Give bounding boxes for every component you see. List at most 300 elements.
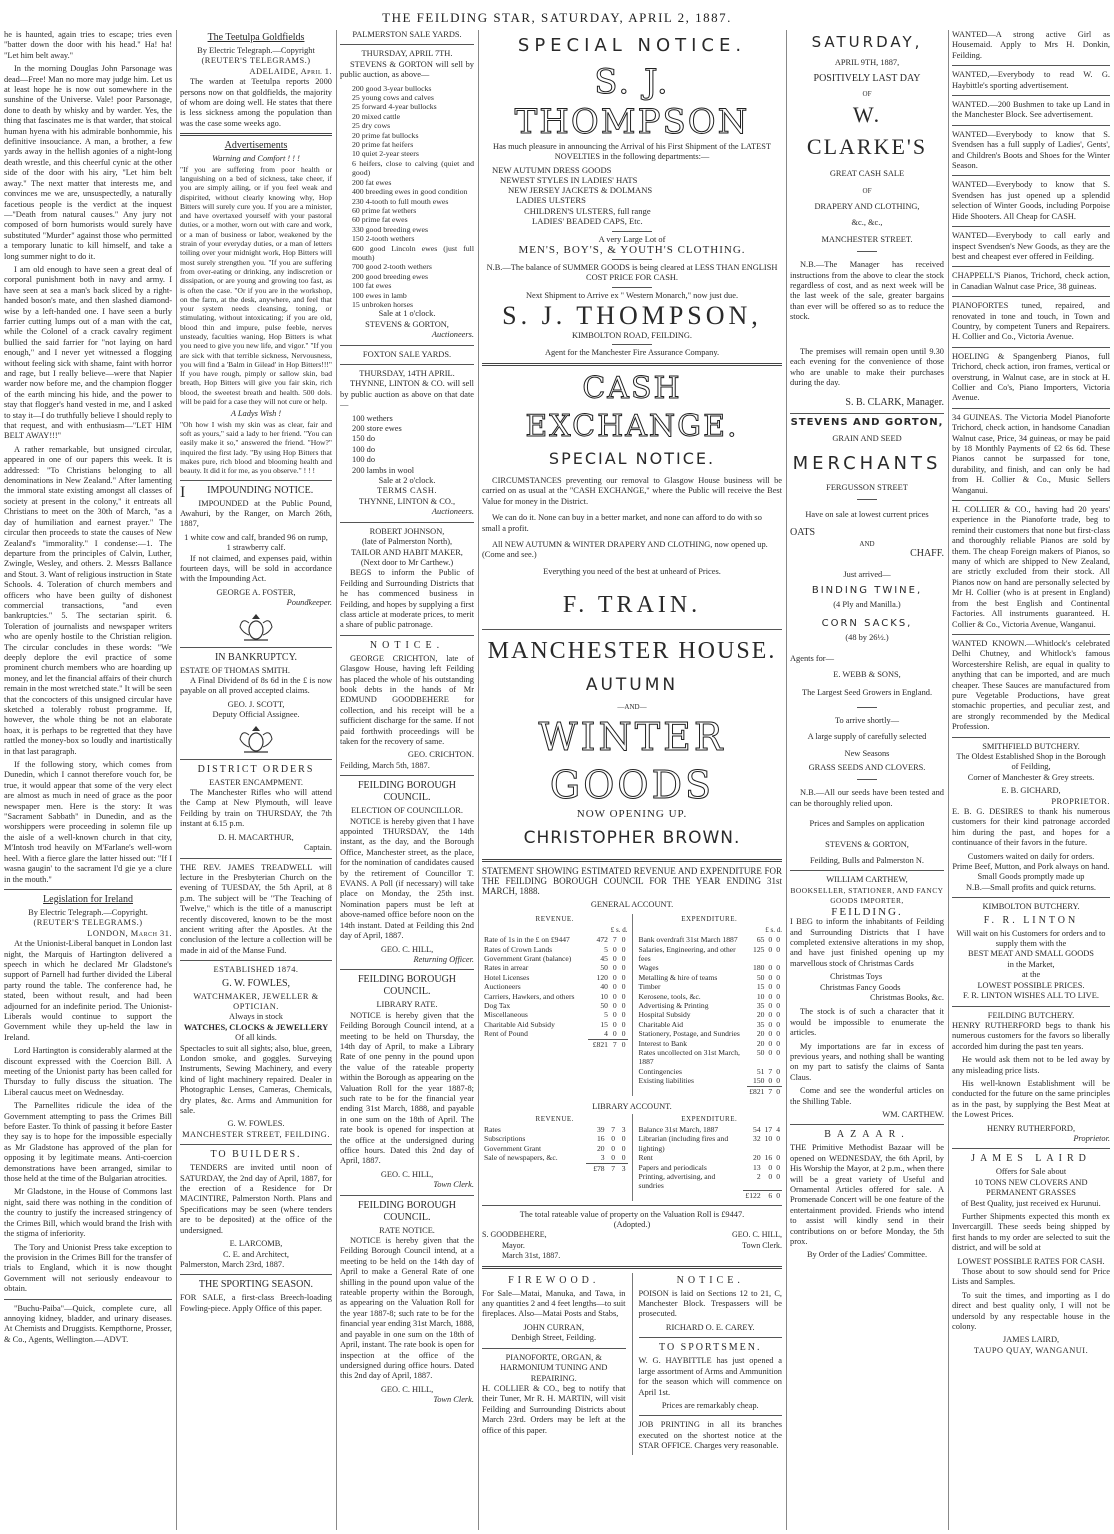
account-row (637, 935, 783, 944)
notice-body: POISON is laid on Sections 12 to 21, C, Manchester Block. Trespassers will be prosecuted. (638, 1288, 782, 1319)
divider (612, 231, 652, 232)
advert-line: GREAT CASH SALE (829, 169, 905, 179)
notice-heading: FEILDING BOROUGH COUNCIL. (357, 780, 457, 804)
account-amount: 150 (753, 1076, 765, 1086)
notice-heading: TO BUILDERS. (210, 1149, 302, 1161)
signature-role: Auctioneers. (431, 507, 474, 517)
classified-ad: CHAPPELL'S Pianos, Trichord, check action, in Canadian Walnut case Price, 38 guineas. (952, 271, 1110, 291)
advert-body: To suit the times, and importing as I do direct and best quality only, I will not be undersold by any respectable house in the colony. (952, 1290, 1110, 1332)
article-heading: Legislation for Ireland (43, 893, 133, 905)
signature-role: Returning Officer. (413, 954, 474, 964)
account-amount: 0 (776, 1001, 780, 1010)
list-item: Christmas Fancy Goods (820, 982, 901, 992)
notice-heading: NOTICE. (676, 1274, 744, 1286)
advert-line: POSITIVELY LAST DAY (813, 73, 921, 85)
divider (952, 296, 1110, 297)
account-row (482, 954, 628, 963)
account-amount: 0 (621, 1010, 626, 1020)
advert-line: N.B.—The balance of SUMMER GOODS is being cleared at LESS THAN ENGLISH COST PRICE FOR CASH. (486, 262, 778, 283)
advert-line: WATCHES, CLOCKS & JEWELLERY (183, 1022, 329, 1032)
advert-body: Come and see the wonderful articles on the Shilling Table. (790, 1086, 944, 1106)
notice-body: NOTICE is hereby given that the Feilding Borough Council intend, at a meeting to be held on the 14th day of April to make a General Rate of one shilling in the pound upon value of the rateable property within the Borough, as appearing on the Valuation Roll for the year 1887-8; such rate to be for the financial year ending 31st March, 1888, and payable in one sum on the 18th of April, instant. The rate book is open for inspection at the office of the undersigned during office hours. Dated this 2nd day of April, 1887. (340, 1236, 474, 1381)
signature-role: Captain. (303, 843, 332, 853)
account-total: 3 (617, 1163, 627, 1173)
account-amount: 17 (764, 1124, 773, 1134)
account-amount: 50 (600, 963, 608, 973)
divider (790, 1124, 944, 1125)
advert-line: FEILDING. (831, 905, 903, 918)
account-amount: 0 (768, 1010, 773, 1020)
advert-line: GRASS SEEDS AND CLOVERS. (808, 763, 926, 773)
notice-body: For Sale—Matai, Manuka, and Tawa, in any quantities 2 and 4 feet lengths—to suit fireplaces. Also—Matai Posts and Stabs, (482, 1288, 626, 1319)
statement-note: The total rateable value of property on the Valuation Roll is £9447. (519, 1209, 745, 1219)
notice-subheading: ESTATE OF THOMAS SMITH. (180, 665, 290, 675)
account-amount: 39 (597, 1124, 605, 1134)
advert-subheading: BOOKSELLER, STATIONER, AND FANCY GOODS IMPORTER, (790, 885, 944, 906)
signature: GEO. C. HILL, (380, 1169, 434, 1179)
masthead: THE FEILDING STAR, SATURDAY, APRIL 2, 1887. (382, 10, 732, 25)
advert-heading: AUTUMN (585, 675, 679, 696)
stock-list-item: 700 good 2-tooth wethers (352, 262, 432, 272)
notice-body: The Manchester Rifles who will attend the Camp at New Plymouth, will leave Feilding by train on THURSDAY, the 7th instant at 6.15 p.m. (180, 788, 332, 829)
stock-list-item: 200 lambs in wool (352, 465, 415, 475)
stock-list-item: 150 2-tooth wethers (352, 234, 415, 244)
account-amount: 0 (776, 1171, 780, 1181)
classified-ad: 34 GUINEAS. The Victoria Model Pianoforte Trichord, check action, in handsome Canadian Walnut case, Price, 34 guineas, or may be paid by 18 Monthly Payments of £2 6s 6d. These Pianos cannot be surpassed for tone, durability, and finish, and can only be had from H. Collier & Co., Music Sellers Wanganui. (952, 412, 1110, 495)
account-item: Existing liabilities (638, 1076, 694, 1086)
account-amount: 0 (621, 944, 626, 954)
signature-role: Poundkeeper. (286, 598, 332, 608)
stock-list-item: 200 store ewes (352, 424, 402, 434)
account-amount: 0 (612, 1010, 617, 1020)
classified-ad: H. COLLIER & CO., having had 20 years' experience in the Pianoforte trade, beg to remind their customers that none but first-class and thoroughly reliable Pianos are sold by them. The cheap Foreign makers of Pianos, so many of which are shipped to New Zealand, are strictly excluded from their stock. All Pianos now on hand are personally selected by Mr H. Collier (who is at present in England) from the best English and Continental Factories. All instruments guaranteed. H. Collier & Co., Victoria Avenue, Wanganui. (952, 505, 1110, 629)
account-amount: 0 (776, 1010, 780, 1020)
divider (482, 859, 782, 862)
advert-title: F. TRAIN. (562, 592, 702, 619)
advert-line: in the Market, (1007, 959, 1055, 969)
divider (180, 133, 332, 136)
stock-list-item: 100 wethers (352, 413, 393, 423)
small-ads (482, 1273, 782, 1455)
classified-ad: WANTED—A strong active Girl as Housemaid. Apply to Mrs H. Donkin, Feilding. (952, 30, 1110, 60)
account-row (637, 1134, 783, 1153)
advert-title: MANCHESTER HOUSE. (487, 638, 777, 665)
advert-body: All NEW AUTUMN & WINTER DRAPERY AND CLOTHING, now opened up. (Come and see.) (482, 539, 768, 560)
account-amount: 0 (621, 982, 626, 992)
account-item (482, 1039, 588, 1049)
account-row (482, 935, 628, 944)
account-row (637, 963, 783, 972)
column-2 (180, 30, 332, 1530)
advert-line: A large supply of carefully selected (807, 732, 927, 742)
stock-list-item: 100 do (352, 455, 376, 465)
account-row (482, 973, 628, 982)
advert-title: MERCHANTS (792, 452, 942, 474)
account-amount: 0 (611, 1143, 616, 1153)
account-row (637, 1067, 783, 1076)
account-row (637, 982, 783, 991)
account-total: 0 (619, 1039, 628, 1049)
advert-line: (4 Ply and Manilla.) (833, 600, 901, 610)
heading-text: IMPOUNDING NOTICE. (207, 484, 314, 496)
account-total: 7 (610, 1039, 619, 1049)
stock-list-item: 200 good breeding ewes (352, 271, 429, 281)
notice-body: NOTICE is hereby given that the Feilding Borough Council intend, at a meeting to be held on Thursday, the 14th day of April, to make a Library Rate of one penny in the pound upon the value of the rateable property within the Borough as appearing on the Valuation Roll for the year 1887-8; such rate to be for the financial year ending 31st March, 1888, and payable in one sum on the 18th of April. The rate book is opened for inspection at the office at the undersigned during office hours. Dated this 2nd day of April, 1887. (340, 1010, 474, 1166)
column-rule (176, 30, 177, 1530)
account-amount: 0 (768, 991, 773, 1001)
account-amount: 0 (776, 1134, 780, 1144)
advert-subheading: (late of Palmerston North), (361, 537, 453, 547)
advert-title: S. J. THOMPSON (514, 62, 750, 142)
divider (482, 363, 782, 366)
divider (340, 522, 474, 523)
divider (952, 266, 1110, 267)
advert-line: Prices are remarkably cheap. (661, 1400, 759, 1410)
advert-line: Of all kinds. (235, 1033, 277, 1043)
account-amount: 0 (621, 1029, 626, 1039)
account-total-row (637, 1086, 783, 1096)
account-row (482, 945, 628, 954)
signature: By Order of the Ladies' Committee. (806, 1250, 928, 1260)
advert-line: —AND— (617, 703, 647, 712)
table-title: GENERAL ACCOUNT. (590, 899, 674, 909)
account-row (637, 1010, 783, 1019)
signature-role: Town Clerk. (433, 1180, 474, 1190)
stock-list-item: 200 fat ewes (352, 177, 392, 187)
advert-heading: SPECIAL NOTICE. (548, 448, 716, 468)
column-6 (952, 30, 1110, 1530)
statement-signatures (482, 1230, 782, 1261)
account-amount: 0 (611, 1153, 616, 1163)
divider (952, 408, 1110, 409)
advert-title: SATURDAY, (811, 33, 923, 51)
account-amount: 0 (776, 1048, 780, 1058)
classified-ad: WANTED KNOWN.—Whitlock's celebrated Delhi Chutney, and Whitlock's famous Worcestershire Relish, are equal in quality to anything that can be imported, and are much cheaper. These Sauces are manufactured from pure Vegetable Productions, have great stomachic properties, and peculiar zest, and are strongly recommended by the Medical Profession. (952, 638, 1110, 732)
notice-heading: PALMERSTON SALE YARDS. (352, 30, 462, 39)
account-item: Government Grant (balance) (484, 953, 572, 963)
divider (952, 1148, 1110, 1149)
revenue-table (482, 935, 628, 1049)
advert-heading: ROBERT JOHNSON, (369, 526, 445, 536)
account-item: Wages (638, 963, 659, 973)
account-amount: 40 (600, 982, 608, 992)
advert-line: Offers for Sale about (995, 1167, 1067, 1177)
classified-ad: WANTED—Everybody to know that S. Svendsen has a full supply of Ladies', Gents', and Children's Boots and Shoes for the Winter Season. (952, 129, 1110, 171)
advert-line: A very Large Lot of (598, 235, 666, 245)
goods-list-item: NEWEST STYLES IN LADIES' HATS (500, 175, 638, 186)
address: MANCHESTER STREET. (821, 234, 913, 244)
signature: E. LARCOMB, (229, 1239, 283, 1249)
advert-line: &c., &c., (851, 218, 883, 228)
advert-line: Always in stock (229, 1012, 283, 1022)
account-item: Librarian (including fires and lighting) (638, 1134, 729, 1153)
notice-date: Feilding, March 5th, 1887. (340, 760, 430, 770)
advert-body: Those about to sow should send for Price Lists and Samples. (952, 1267, 1110, 1287)
account-amount: 5 (604, 944, 608, 954)
signature: S. GOODBEHERE, (482, 1230, 547, 1240)
account-total: 7 (768, 1086, 773, 1096)
account-total-row (482, 1163, 628, 1173)
advert-title: SMITHFIELD BUTCHERY. (982, 741, 1080, 751)
divider (612, 287, 652, 288)
account-amount: 0 (612, 972, 617, 982)
signature: GEORGE A. FOSTER, (216, 587, 296, 597)
stock-list-item: 20 prime fat heifers (352, 140, 414, 150)
advert-line: E. WEBB & SONS, (833, 670, 901, 679)
account-amount: 0 (768, 1038, 773, 1048)
account-amount: 16 (597, 1134, 605, 1144)
divider (639, 1415, 783, 1416)
advert-line: OF (862, 186, 872, 195)
column-3 (340, 30, 474, 1530)
notice-heading: TO SPORTSMEN. (659, 1342, 762, 1354)
advert-body: He would ask them not to be led away by any misleading price lists. (952, 1055, 1110, 1075)
goods-list (482, 163, 782, 228)
divider (4, 1299, 172, 1300)
account-item: Carriers, Hawkers, and others (484, 991, 575, 1001)
column-rule (478, 30, 479, 1530)
classified-ad: PIANOFORTES tuned, repaired, and renovated in tone and touch, in Town and Country, by competent Tuners and Repairers. H. Collier and Co., Victoria Avenue. (952, 301, 1110, 342)
dateline: LONDON, March 31. (87, 928, 172, 938)
notice-body: THE REV. JAMES TREADWELL will lecture in the Presbyterian Church on the evening of TUESDAY, the 5th April, at 8 p.m. The subject will be "The Teaching of Twelve," which is the title of a manuscript recently discovered, known to be the most ancient writing after the Apostles. At the conclusion of the lecture a collection will be made in aid of the Manse Fund. (180, 862, 332, 955)
account-amount: 0 (768, 1029, 773, 1039)
account-item: Dog Tax (484, 1001, 511, 1010)
account-row (637, 1029, 783, 1038)
notice-body: STEVENS & GORTON will sell by public auction, as above— (340, 59, 474, 80)
account-item: Rates uncollected on 31st March, 1887 (638, 1048, 740, 1067)
notice-body: JOB PRINTING in all its branches executed on the shortest notice at the STAR OFFICE. Charges very reasonable. (638, 1420, 782, 1451)
notice-body: GEORGE CRICHTON, late of Glasgow House, having left Feilding has placed the whole of his outstanding book debts in the hands of Mr EDMUND GOODBEHERE for collection, and his receipt will be a sufficient discharge for the same. If not paid forthwith proceedings will be taken for the recovery of same. (340, 653, 474, 746)
signature-role: C. E. and Architect, (222, 1249, 290, 1259)
account-amount: 0 (621, 1001, 626, 1010)
goods-list-item: NEW AUTUMN DRESS GOODS (492, 164, 612, 175)
advert-heading: G. W. FOWLES, (221, 977, 291, 989)
advert-line: N.B.—Small profits and quick returns. (965, 882, 1097, 892)
signature: GEO. CRICHTON. (407, 750, 474, 760)
divider (952, 65, 1110, 66)
advert-line: NOW OPENING UP. (576, 807, 688, 820)
signature-role: PROPRIETOR. (1051, 796, 1110, 806)
account-amount: 0 (612, 1019, 617, 1029)
advert-line: MEN'S, BOY'S, & YOUTH'S CLOTHING. (518, 244, 746, 257)
account-amount: 0 (776, 944, 780, 954)
advert-subheading: WATCHMAKER, JEWELLER & OPTICIAN. (193, 991, 319, 1011)
column-5 (790, 30, 944, 1530)
royal-arms-icon (234, 613, 278, 643)
signature: WM. CARTHEW. (882, 1110, 944, 1119)
notice-body: NOTICE is hereby given that I have appointed THURSDAY, the 14th instant, as the day, and the Borough Office, Manchester street, as the place, for the nomination of candidates caused by the retirement of Councillor T. EVANS. A Poll (if necessary) will take place on Monday, the 25th inst. Nomination papers must be left at above-named office before noon on the 14th instant. Dated at Feilding this 2nd day of April, 1887. (340, 816, 474, 941)
divider (952, 226, 1110, 227)
advert-line: 10 TONS NEW CLOVERS AND PERMANENT GRASSES (974, 1177, 1088, 1198)
account-amount: 10 (764, 1134, 773, 1144)
account-amount: 0 (612, 1001, 617, 1010)
agency: (REUTER'S TELEGRAMS.) (201, 56, 311, 66)
account-amount: 0 (621, 953, 626, 963)
advert-body: The stock is of such a character that it would be impossible to enumerate the articles. (790, 1007, 944, 1038)
account-row (637, 1020, 783, 1029)
account-item: Rate of 1s in the £ on £9447 (484, 935, 570, 945)
signature-role: Mayor. (502, 1240, 525, 1250)
notice-heading: I IMPOUNDING NOTICE. (180, 483, 314, 501)
account-amount: 7 (768, 1066, 773, 1076)
account-item: Subscriptions (484, 1134, 526, 1144)
divider (952, 737, 1110, 738)
account-item: Charitable Aid Subsidy (484, 1019, 555, 1029)
stock-list-item: 100 do (352, 444, 376, 454)
column-header: EXPENDITURE. (681, 1115, 738, 1124)
notice-heading: FIREWOOD. (508, 1274, 600, 1286)
advert-body: CIRCUMSTANCES preventing our removal to Glasgow House business will be carried on as usual at the "CASH EXCHANGE," where the Public will receive the Best Value for money in the District. (482, 475, 782, 506)
article-paragraph: In the morning Douglas John Parsonage was dead—Free! Man no more may judge him. Let us at least hope he is now out somewhere in the sunshine of the Universe. Vale! poor Parsonage, done to death by whisky and by warder. Yes, the thing that fascinates me is that warder, that stoical human hyena with his admirable bonhommie, his definitive insouciance. A man, a brother, a few yards away in the hellish agonies of a night-long death wrestle, and this cheerful cynic at the other side of the door with his airy, "Let him belt away." The next matter that interests me, and convinces me we are, unsuspectedly, a naturally facetious people is the verdict at the inquest—"Death from natural causes." Any jury not composed of born humorists would surely have substituted "Murder" against those who permitted a temporary lunatic to kill himself, and take a long summer night to do it. (4, 64, 172, 261)
advert-title: WILLIAM CARTHEW, (826, 875, 908, 885)
signature: E. B. GICHARD, (1001, 786, 1061, 796)
advert-line: OATS (790, 527, 816, 539)
account-item: Printing, advertising, and sundries (638, 1171, 716, 1191)
account-row (482, 1020, 628, 1029)
account-item: Hotel Licenses (484, 972, 530, 982)
divider (639, 1337, 783, 1338)
list-item: Christmas Books, &c. (870, 992, 944, 1002)
notice-heading: FOXTON SALE YARDS. (362, 349, 452, 359)
table-title: LIBRARY ACCOUNT. (592, 1102, 672, 1112)
signature: HENRY RUTHERFORD, (986, 1123, 1076, 1133)
advert-line: DRAPERY AND CLOTHING, (814, 202, 920, 212)
stock-list (340, 84, 474, 310)
notice-heading: NOTICE. (369, 639, 445, 651)
account-amount: 0 (621, 1019, 626, 1029)
notice-subheading: ELECTION OF COUNCILLOR. (351, 806, 463, 816)
account-amount: 35 (756, 1019, 765, 1029)
account-amount: 0 (612, 963, 617, 973)
divider (180, 480, 332, 481)
advert-line: BINDING TWINE, (811, 584, 923, 596)
account-item: Rent (638, 1153, 653, 1163)
advert-body: Has much pleasure in announcing the Arrival of his First Shipment of the LATEST NOVELTIES in the following departments:— (493, 142, 771, 162)
notice-date: THURSDAY, APRIL 7TH. (361, 49, 453, 59)
account-item: Charitable Aid (638, 1019, 683, 1029)
notice-heading: DISTRICT ORDERS (197, 763, 315, 775)
divider (790, 413, 944, 414)
account-amount: 0 (768, 1019, 773, 1029)
account-amount: 3 (600, 1153, 605, 1163)
account-row (637, 1172, 783, 1191)
account-amount: 10 (756, 991, 765, 1001)
agency: (REUTER'S TELEGRAMS.) (33, 918, 143, 928)
divider (340, 635, 474, 636)
account-amount: 0 (776, 1162, 780, 1172)
byline: By Electric Telegraph.—Copyright. (28, 907, 148, 917)
stock-list-item: 60 prime fat wethers (352, 205, 417, 215)
address: Denbigh Street, Feilding. (511, 1333, 597, 1343)
advert-line: Prices and Samples on application (809, 819, 925, 829)
notice-body: If not claimed, and expenses paid, within fourteen days, will be sold in accordance with the Impounding Act. (180, 553, 332, 584)
account-amount: 0 (776, 1153, 780, 1163)
account-amount: 0 (612, 991, 617, 1001)
account-item: Rent of Pound (484, 1029, 528, 1039)
account-amount: 472 (596, 935, 608, 945)
account-row (637, 945, 783, 964)
notice-date: Palmerston, March 23rd, 1887. (180, 1259, 285, 1269)
divider (482, 1266, 782, 1269)
divider (180, 647, 332, 648)
notice-heading: BAZAAR. (824, 1129, 910, 1141)
advert-heading: CHRISTOPHER BROWN. (523, 827, 741, 848)
notice-body: THE Primitive Methodist Bazaar will be opened on WEDNESDAY, the 6th April, by His Worship the Mayor, at 2 p.m., when there will be a great variety of Useful and Ornamental Articles offered for sale. A Promenade Concert will be one feature of the entertainment provided. Friends who intend to assist will kindly send in their contributions on or before Monday, the 5th prox. (790, 1143, 944, 1247)
sale-time: Sale at 2 o'clock. (378, 476, 436, 486)
column-header: EXPENDITURE. (681, 915, 738, 924)
notice-heading: IN BANKRUPTCY. (214, 651, 298, 663)
advert-body: "Oh how I wish my skin was as clear, fair and soft as yours," said a lady to her friend. "You can easily make it so," answered the friend. "How?" inquired the first lady. "By using Hop Bitters that makes pure, rich blood and blooming health and beauty. It did it for me, as you observe." ! ! ! (180, 419, 332, 476)
article-paragraph: I am old enough to have seen a great deal of corporal punishment both in navy and army. I have seen at sea a man's back sliced by a right-handed boson's mate, and then slashed diamond-wise by a left-handed one. I have seen a burly farrier cutting lumps out of a man with the cat, while the Colonel of a crack cavalry regiment bullied the said farrier for "not laying on hard enough," and I never yet witnessed a flogging without feeling sick with shame, faint with horror and rage, but I really believe—were that Napier warder now before me, and the champion flogger of the earth mincing his hide, and the power to stay that flogger's hand vested in me, and I asked to stay it—I do truthfully believe I should reply to that request, and with enthusiasm—"LET HIM BELT AWAY!!!" (4, 264, 172, 441)
advert-body: BEGS to inform the Public of Feilding and Surrounding Districts that he has commenced business in Feilding, and hopes by supplying a first class article at moderate prices, to merit a share of public patronage. (340, 568, 474, 630)
account-row (482, 1144, 628, 1153)
account-total: 0 (776, 1086, 780, 1096)
divider (857, 251, 877, 252)
account-total: 6 (763, 1191, 775, 1201)
notice-body: IMPOUNDED at the Public Pound, Awahuri, by the Ranger, on March 26th, 1887, (180, 498, 332, 529)
advert-title: WINTER GOODS (538, 714, 726, 807)
stock-list-item: 230 4-tooth to full mouth ewes (352, 196, 449, 206)
advert-line: GRAIN AND SEED (832, 434, 902, 444)
advert-line: OF (862, 89, 872, 98)
divider (180, 1274, 332, 1275)
divider (857, 499, 877, 500)
account-amount: 0 (768, 1171, 773, 1181)
account-amount: 0 (621, 1143, 626, 1153)
account-row (482, 1125, 628, 1134)
advert-body: E. B. G. DESIRES to thank his numerous customers for their kind patronage accorded him during the past, and hopes for a continuance of their favors in the future. (952, 807, 1110, 848)
account-amount: 5 (604, 1010, 608, 1020)
advert-line: (48 by 26½.) (845, 633, 889, 643)
advert-heading: SPECIAL NOTICE. (517, 35, 747, 56)
account-item: Papers and periodicals (638, 1162, 707, 1172)
account-row (482, 1153, 628, 1163)
statement-note: (Adopted.) (613, 1220, 651, 1230)
account-amount: 0 (776, 991, 780, 1001)
column-header: REVENUE. (535, 1115, 574, 1124)
library-account (482, 1114, 782, 1200)
sale-time: Sale at 1 o'clock. (378, 309, 436, 319)
advert-line: BEST MEAT AND SMALL GOODS (968, 949, 1094, 959)
advert-body: Will wait on his Customers for orders and to supply them with the (956, 928, 1106, 949)
account-amount: 0 (768, 972, 773, 982)
divider (612, 259, 652, 260)
article-paragraph: he is haunted, again tries to escape; tries even "batter down the door with his head." Ha! ha! "Let him belt away." (4, 30, 172, 60)
account-amount: 0 (768, 1076, 773, 1086)
signature: STEVENS & GORTON, (825, 839, 909, 849)
divider (340, 1195, 474, 1196)
divider (180, 858, 332, 859)
divider (180, 1144, 332, 1145)
account-item: Metalling & hire of teams (638, 972, 718, 982)
signature-role: Auctioneers. (431, 330, 474, 340)
account-row (637, 973, 783, 982)
account-item: Balance 31st March, 1887 (638, 1124, 719, 1134)
signature: GEO. J. SCOTT, (227, 699, 285, 709)
advert-line: Agents for— (790, 653, 834, 663)
account-row (482, 992, 628, 1001)
account-amount: 0 (621, 1153, 626, 1163)
stock-list-item: 60 prime fat ewes (352, 215, 408, 225)
column-header: REVENUE. (535, 915, 574, 924)
account-amount: 0 (776, 1019, 780, 1029)
article-paragraph: If the following story, which comes from Dunedin, which I cannot therefore vouch for, be true, it would appear that some of the very elect are almost as much in need of grace as the poor newspaper men. Here is the story: It was "Sacrament Sabbath" in Dunedin, and as the worshippers were proceeding in solemn file up the aisle of a well-known church in that city, M'Intosh trod heavily on M'Farlane's well-worn heel. With a fierce glare the latter hissed out: "If I wasna gaugin' to the sacrament I'd gie ye a clure in the mouth." (4, 760, 172, 884)
divider (952, 175, 1110, 176)
account-amount: 2 (756, 1171, 761, 1181)
account-amount: 0 (776, 1076, 780, 1086)
account-item: Rates (484, 1124, 501, 1134)
account-row (482, 1134, 628, 1143)
